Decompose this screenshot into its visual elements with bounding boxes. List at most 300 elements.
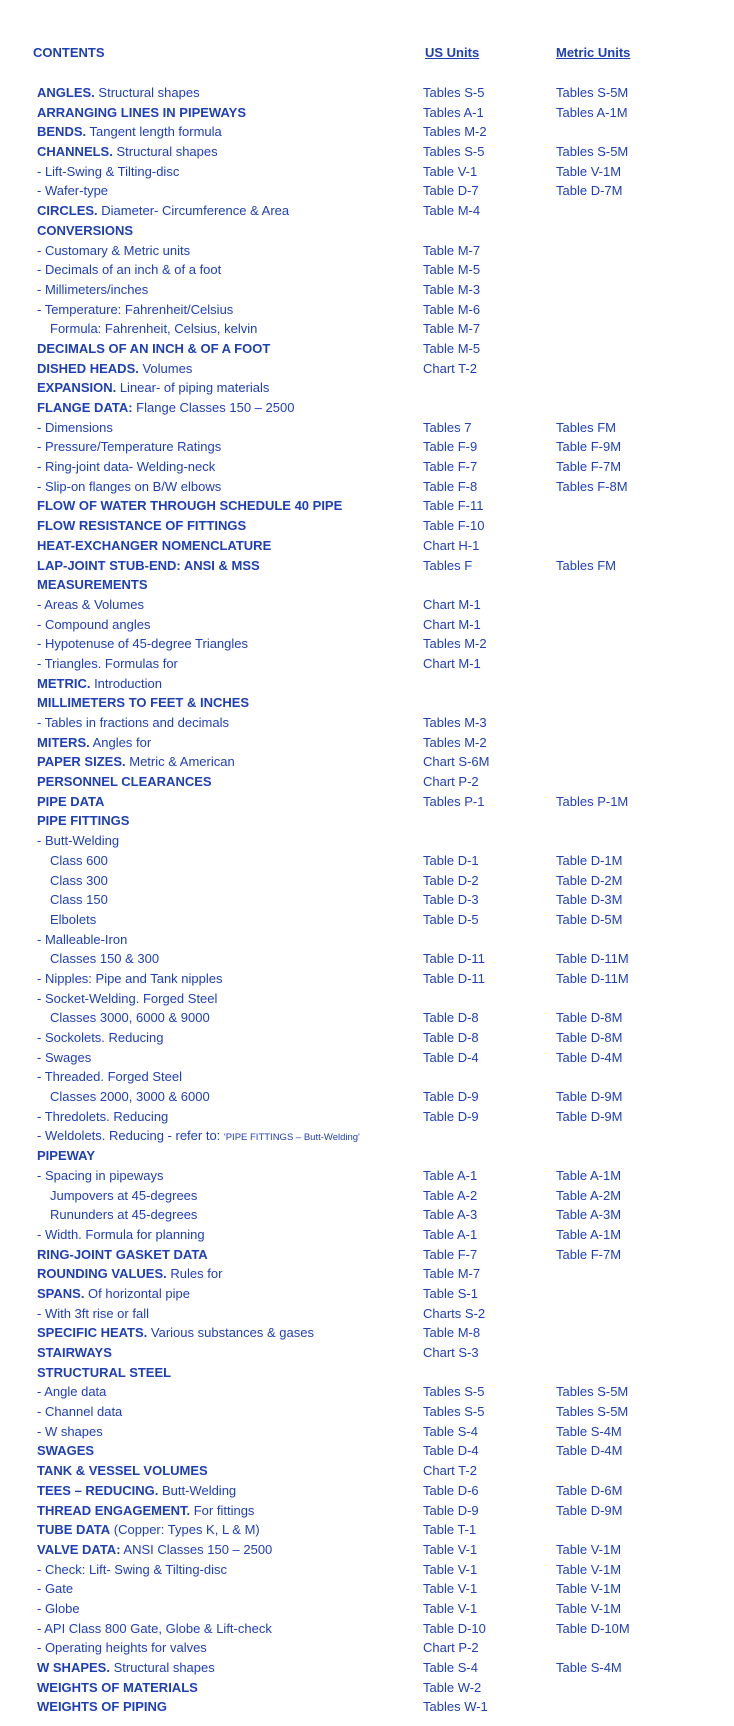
entry-topic	[37, 930, 127, 950]
metric-units-reference: Table D-6M	[556, 1482, 623, 1498]
contents-entry	[0, 556, 734, 576]
contents-entry	[0, 792, 734, 812]
contents-entry	[0, 851, 734, 871]
contents-entry	[0, 1048, 734, 1068]
metric-units-reference: Table D-4M	[556, 1049, 623, 1065]
contents-entry	[0, 595, 734, 615]
us-units-reference: Tables A-1	[423, 104, 484, 120]
us-units-column-header: US Units	[425, 45, 480, 60]
us-units-reference: Table D-4	[423, 1443, 479, 1459]
topic-text: Metric & American	[125, 754, 235, 770]
entry-topic	[37, 1619, 272, 1639]
entry-topic	[37, 1028, 163, 1048]
entry-topic	[37, 1245, 208, 1265]
topic-text: For fittings	[190, 1502, 255, 1518]
entry-topic	[37, 162, 179, 182]
topic-text: - Slip-on flanges on B/W elbows	[37, 478, 222, 494]
contents-entry	[0, 1599, 734, 1619]
metric-units-reference: Table D-5M	[556, 911, 623, 927]
us-units-reference: Chart M-1	[423, 655, 481, 671]
topic-bold: WEIGHTS OF MATERIALS	[37, 1679, 198, 1695]
entry-topic	[37, 477, 221, 497]
contents-entry	[0, 1264, 734, 1284]
topic-text: - Pressure/Temperature Ratings	[37, 439, 222, 455]
entry-topic	[37, 713, 229, 733]
metric-units-reference: Table D-4M	[556, 1443, 623, 1459]
entry-topic	[37, 831, 119, 851]
metric-units-reference: Table D-1M	[556, 852, 623, 868]
contents-entry	[0, 477, 734, 497]
entry-topic	[37, 339, 270, 359]
entry-topic	[37, 181, 108, 201]
entry-topic	[37, 595, 144, 615]
entry-topic	[37, 792, 104, 812]
entry-topic	[37, 1166, 163, 1186]
entry-topic	[37, 1225, 205, 1245]
metric-units-reference: Table D-9M	[556, 1502, 623, 1518]
contents-entry	[0, 1619, 734, 1639]
metric-units-reference: Table D-3M	[556, 892, 623, 908]
entry-topic	[50, 851, 108, 871]
contents-entry	[0, 890, 734, 910]
contents-entry	[0, 969, 734, 989]
entry-topic	[37, 1422, 103, 1442]
topic-text: - Decimals of an inch & of a foot	[37, 262, 222, 278]
us-units-reference: Table M-6	[423, 301, 481, 317]
contents-heading: CONTENTS	[33, 45, 105, 60]
contents-entry	[0, 280, 734, 300]
contents-entry	[0, 1166, 734, 1186]
contents-entry	[0, 496, 734, 516]
entry-topic	[37, 811, 129, 831]
topic-text: - Areas & Volumes	[37, 596, 144, 612]
topic-bold: SWAGES	[37, 1443, 95, 1459]
contents-entry	[0, 1363, 734, 1383]
us-units-reference: Table V-1	[423, 163, 478, 179]
topic-bold: SPANS.	[37, 1285, 85, 1301]
metric-units-reference: Tables FM	[556, 419, 616, 435]
contents-entry	[0, 1461, 734, 1481]
topic-text: Flange Classes 150 – 2500	[132, 400, 295, 415]
entry-topic	[37, 674, 162, 694]
contents-entry	[0, 733, 734, 753]
topic-text: - Customary & Metric units	[37, 242, 191, 258]
topic-text: - Tables in fractions and decimals	[37, 715, 229, 730]
topic-text: - Swages	[37, 1049, 92, 1065]
metric-units-reference: Table S-4M	[556, 1423, 622, 1439]
topic-text: - Sockolets. Reducing	[37, 1030, 164, 1045]
topic-text: - Lift-Swing & Tilting-disc	[37, 163, 180, 179]
topic-bold: MILLIMETERS TO FEET & INCHES	[37, 695, 250, 711]
us-units-reference: Tables S-5	[423, 144, 485, 160]
entry-topic	[37, 418, 113, 438]
entry-topic	[37, 1461, 208, 1481]
entry-topic	[37, 83, 200, 103]
entry-topic	[37, 1363, 171, 1383]
metric-units-reference: Table V-1M	[556, 1561, 622, 1577]
us-units-reference: Tables M-2	[423, 734, 487, 750]
topic-text: - Ring-joint data- Welding-neck	[37, 459, 216, 475]
metric-units-reference: Table A-3M	[556, 1207, 622, 1223]
entry-topic	[37, 142, 218, 162]
topic-bold: ANGLES.	[37, 85, 95, 100]
us-units-reference: Table F-9	[423, 439, 478, 455]
contents-entry	[0, 575, 734, 595]
contents-entry	[0, 752, 734, 772]
topic-bold: CONVERSIONS	[37, 222, 134, 238]
us-units-reference: Chart S-3	[423, 1345, 479, 1360]
topic-text: Class 600	[50, 852, 108, 868]
topic-bold: TUBE DATA	[37, 1522, 111, 1538]
metric-units-reference: Tables S-5M	[556, 1384, 629, 1400]
entry-topic	[50, 949, 159, 969]
topic-text: - Temperature: Fahrenheit/Celsius	[37, 301, 234, 317]
contents-entry	[0, 1422, 734, 1442]
topic-text: Jumpovers at 45-degrees	[50, 1187, 198, 1203]
us-units-reference: Table F-8	[423, 478, 478, 494]
us-units-reference: Table T-1	[423, 1522, 477, 1538]
entry-topic	[37, 1126, 360, 1148]
entry-topic	[50, 1008, 210, 1028]
entry-topic	[37, 1481, 236, 1501]
us-units-reference: Tables S-5	[423, 85, 485, 100]
entry-topic	[37, 241, 190, 261]
us-units-reference: Table V-1	[423, 1600, 478, 1616]
topic-bold: ROUNDING VALUES.	[37, 1266, 167, 1282]
entry-topic	[37, 1343, 112, 1363]
topic-bold: RING-JOINT GASKET DATA	[37, 1246, 208, 1262]
topic-text: - Angle data	[37, 1384, 107, 1400]
contents-entry	[0, 910, 734, 930]
metric-units-reference: Table D-8M	[556, 1010, 623, 1026]
contents-entry	[0, 1146, 734, 1166]
topic-text: - With 3ft rise or fall	[37, 1305, 149, 1321]
topic-text: Tangent length formula	[86, 124, 222, 140]
entry-topic	[50, 890, 108, 910]
topic-bold: W SHAPES.	[37, 1660, 110, 1675]
contents-entry	[0, 516, 734, 536]
us-units-reference: Table W-2	[423, 1679, 482, 1695]
us-units-reference: Table S-1	[423, 1285, 478, 1301]
us-units-reference: Table D-11	[423, 951, 485, 967]
topic-bold: DISHED HEADS.	[37, 360, 139, 376]
contents-entry	[0, 1697, 734, 1717]
entry-topic	[37, 1658, 215, 1678]
contents-list	[0, 83, 734, 1717]
us-units-reference: Tables S-5	[423, 1384, 485, 1400]
entry-topic	[37, 378, 269, 398]
topic-bold: ARRANGING LINES IN PIPEWAYS	[37, 104, 246, 120]
topic-text: - Gate	[37, 1581, 74, 1597]
entry-topic	[37, 1264, 222, 1284]
us-units-reference: Table M-7	[423, 1266, 481, 1282]
topic-text: - Width. Formula for planning	[37, 1226, 205, 1242]
topic-text: - Spacing in pipeways	[37, 1167, 164, 1183]
topic-bold: STRUCTURAL STEEL	[37, 1364, 172, 1380]
us-units-reference: Tables 7	[423, 419, 472, 435]
entry-topic	[37, 733, 151, 753]
contents-entry	[0, 122, 734, 142]
topic-text: Classes 150 & 300	[50, 951, 160, 967]
entry-topic	[37, 1067, 182, 1087]
topic-bold: PIPEWAY	[37, 1148, 96, 1164]
us-units-reference: Table M-5	[423, 340, 481, 356]
topic-bold: LAP-JOINT STUB-END: ANSI & MSS	[37, 557, 260, 573]
us-units-reference: Table V-1	[423, 1561, 478, 1577]
entry-topic	[37, 1579, 73, 1599]
entry-topic	[37, 280, 148, 300]
us-units-reference: Table F-7	[423, 1246, 478, 1262]
contents-entry	[0, 359, 734, 379]
contents-entry	[0, 615, 734, 635]
metric-units-reference: Table D-9M	[556, 1089, 623, 1105]
topic-bold: SPECIFIC HEATS.	[37, 1325, 148, 1341]
us-units-reference: Table M-4	[423, 203, 481, 219]
metric-units-reference: Table V-1M	[556, 1541, 622, 1557]
contents-entry	[0, 949, 734, 969]
contents-entry	[0, 1540, 734, 1560]
entry-topic	[37, 615, 150, 635]
us-units-reference: Tables P-1	[423, 793, 485, 809]
us-units-reference: Tables M-2	[423, 636, 487, 652]
metric-units-reference: Table A-1M	[556, 1226, 622, 1242]
topic-text: Structural shapes	[94, 85, 200, 100]
topic-text: Structural shapes	[109, 1660, 215, 1675]
topic-bold: PAPER SIZES.	[37, 754, 126, 770]
topic-text: - Hypotenuse of 45-degree Triangles	[37, 636, 249, 652]
entry-topic	[37, 556, 260, 576]
contents-entry	[0, 1560, 734, 1580]
us-units-reference: Table F-10	[423, 518, 485, 534]
entry-topic	[37, 1146, 95, 1166]
entry-topic	[37, 1402, 122, 1422]
entry-topic	[37, 437, 221, 457]
entry-topic	[37, 359, 192, 379]
metric-units-reference: Tables S-5M	[556, 144, 629, 160]
topic-text: Linear- of piping materials	[116, 380, 270, 396]
topic-text: Diameter- Circumference & Area	[97, 203, 290, 219]
contents-entry	[0, 871, 734, 891]
contents-entry	[0, 319, 734, 339]
us-units-reference: Table D-1	[423, 852, 479, 868]
contents-entry	[0, 634, 734, 654]
topic-text: - Operating heights for valves	[37, 1640, 207, 1656]
topic-text: Formula: Fahrenheit, Celsius, kelvin	[50, 321, 258, 337]
entry-topic	[37, 1560, 227, 1580]
topic-bold: WEIGHTS OF PIPING	[37, 1699, 168, 1715]
contents-entry	[0, 1186, 734, 1206]
metric-units-reference: Table D-10M	[556, 1620, 630, 1636]
topic-bold: PIPE FITTINGS	[37, 813, 130, 829]
contents-entry	[0, 1323, 734, 1343]
us-units-reference: Chart S-6M	[423, 754, 490, 770]
metric-units-reference: Tables F-8M	[556, 478, 628, 494]
topic-bold: FLOW OF WATER THROUGH SCHEDULE 40 PIPE	[37, 498, 343, 514]
topic-text: Volumes	[138, 360, 193, 376]
us-units-reference: Table S-4	[423, 1660, 478, 1675]
contents-entry	[0, 1343, 734, 1363]
contents-entry	[0, 162, 734, 182]
metric-units-column-header: Metric Units	[556, 45, 631, 60]
us-units-reference: Table D-8	[423, 1030, 479, 1045]
entry-topic	[37, 398, 294, 418]
topic-text: - Threaded. Forged Steel	[37, 1069, 183, 1085]
contents-entry	[0, 654, 734, 674]
metric-units-reference: Table F-7M	[556, 1246, 622, 1262]
contents-entry	[0, 1382, 734, 1402]
topic-bold: PERSONNEL CLEARANCES	[37, 774, 212, 790]
contents-entry	[0, 1402, 734, 1422]
topic-text: - Malleable-Iron	[37, 931, 128, 947]
topic-text: - Butt-Welding	[37, 833, 120, 849]
entry-topic	[37, 1441, 94, 1461]
topic-bold: BENDS.	[37, 124, 87, 140]
contents-entry	[0, 1126, 734, 1146]
entry-topic	[50, 871, 108, 891]
entry-topic	[37, 1107, 168, 1127]
topic-text: - Socket-Welding. Forged Steel	[37, 990, 218, 1006]
us-units-reference: Table D-9	[423, 1108, 479, 1124]
metric-units-reference: Tables S-5M	[556, 1404, 629, 1420]
topic-text: Class 150	[50, 892, 108, 908]
topic-text: (Copper: Types K, L & M)	[110, 1522, 260, 1538]
topic-text: - Wafer-type	[37, 183, 109, 199]
us-units-reference: Table F-11	[423, 498, 484, 514]
us-units-reference: Tables F	[423, 557, 473, 573]
contents-entry	[0, 1501, 734, 1521]
entry-topic	[37, 989, 217, 1009]
topic-bold: THREAD ENGAGEMENT.	[37, 1502, 191, 1518]
entry-topic	[37, 201, 289, 221]
contents-entry	[0, 1067, 734, 1087]
topic-bold: CHANNELS.	[37, 144, 113, 160]
contents-entry	[0, 457, 734, 477]
us-units-reference: Charts S-2	[423, 1305, 486, 1321]
metric-units-reference: Table A-2M	[556, 1187, 622, 1203]
entry-topic	[50, 1087, 210, 1107]
topic-text: Structural shapes	[112, 144, 218, 160]
contents-entry	[0, 674, 734, 694]
topic-bold: FLANGE DATA:	[37, 400, 133, 415]
entry-topic	[37, 536, 271, 556]
contents-entry	[0, 221, 734, 241]
metric-units-reference: Table F-9M	[556, 439, 622, 455]
entry-topic	[37, 221, 133, 241]
metric-units-reference: Table S-4M	[556, 1660, 622, 1675]
contents-entry	[0, 418, 734, 438]
us-units-reference: Table D-9	[423, 1089, 479, 1105]
contents-entry	[0, 1225, 734, 1245]
entry-topic	[37, 300, 233, 320]
metric-units-reference: Table D-9M	[556, 1108, 623, 1124]
entry-topic	[50, 1205, 197, 1225]
contents-entry	[0, 930, 734, 950]
topic-bold: METRIC.	[37, 675, 91, 691]
contents-entry	[0, 83, 734, 103]
topic-bold: EXPANSION.	[37, 380, 117, 396]
entry-topic	[37, 1323, 314, 1343]
entry-topic	[37, 969, 223, 989]
entry-topic	[37, 772, 212, 792]
topic-text: - Millimeters/inches	[37, 281, 149, 297]
topic-text: - Triangles. Formulas for	[37, 655, 178, 671]
entry-topic	[37, 1540, 272, 1560]
us-units-reference: Table M-5	[423, 262, 481, 278]
topic-text: Class 300	[50, 872, 108, 888]
us-units-reference: Tables M-2	[423, 124, 487, 140]
topic-bold: HEAT-EXCHANGER NOMENCLATURE	[37, 537, 272, 553]
topic-text: Various substances & gases	[147, 1325, 314, 1341]
metric-units-reference: Table D-11M	[556, 970, 629, 986]
us-units-reference: Chart T-2	[423, 1463, 477, 1479]
contents-entry	[0, 1520, 734, 1540]
us-units-reference: Table D-2	[423, 872, 479, 888]
metric-units-reference: Table D-2M	[556, 872, 623, 888]
metric-units-reference: Table V-1M	[556, 163, 622, 179]
contents-entry	[0, 811, 734, 831]
contents-entry	[0, 378, 734, 398]
contents-entry	[0, 398, 734, 418]
metric-units-reference: Tables S-5M	[556, 85, 629, 100]
us-units-reference: Table D-3	[423, 892, 479, 908]
us-units-reference: Table A-1	[423, 1167, 478, 1183]
entry-topic	[37, 654, 178, 674]
contents-entry	[0, 1284, 734, 1304]
entry-topic	[37, 260, 221, 280]
us-units-reference: Table D-8	[423, 1010, 479, 1026]
contents-entry	[0, 181, 734, 201]
metric-units-reference: Tables A-1M	[556, 104, 628, 120]
us-units-reference: Chart M-1	[423, 596, 481, 612]
topic-bold: DECIMALS OF AN INCH & OF A FOOT	[37, 340, 271, 356]
topic-text: - Globe	[37, 1600, 80, 1616]
contents-entry	[0, 260, 734, 280]
us-units-reference: Table M-3	[423, 281, 481, 297]
contents-entry	[0, 1008, 734, 1028]
topic-text: Angles for	[89, 734, 152, 750]
topic-bold: MITERS.	[37, 734, 90, 750]
us-units-reference: Chart H-1	[423, 537, 480, 553]
entry-topic	[50, 910, 96, 930]
us-units-reference: Table V-1	[423, 1581, 478, 1597]
metric-units-reference: Table D-7M	[556, 183, 623, 199]
metric-units-reference: Table F-7M	[556, 459, 622, 475]
entry-topic	[37, 516, 246, 536]
us-units-reference: Table A-3	[423, 1207, 478, 1223]
entry-topic	[37, 1382, 106, 1402]
topic-reference-note: 'PIPE FITTINGS – Butt-Welding'	[223, 1132, 360, 1144]
contents-entry	[0, 1028, 734, 1048]
contents-entry	[0, 300, 734, 320]
entry-topic	[50, 319, 257, 339]
contents-entry	[0, 1245, 734, 1265]
entry-topic	[37, 122, 222, 142]
topic-text: - Thredolets. Reducing	[37, 1108, 169, 1124]
topic-text: Elbolets	[50, 911, 97, 927]
topic-text: - Channel data	[37, 1404, 123, 1420]
contents-entry	[0, 713, 734, 733]
contents-entry	[0, 241, 734, 261]
contents-entry	[0, 1638, 734, 1658]
entry-topic	[37, 496, 342, 516]
contents-entry	[0, 1579, 734, 1599]
topic-text: - Check: Lift- Swing & Tilting-disc	[37, 1561, 228, 1577]
entry-topic	[37, 103, 246, 123]
topic-bold: FLOW RESISTANCE OF FITTINGS	[37, 518, 247, 534]
contents-entry	[0, 437, 734, 457]
contents-entry	[0, 201, 734, 221]
metric-units-reference: Tables P-1M	[556, 793, 629, 809]
